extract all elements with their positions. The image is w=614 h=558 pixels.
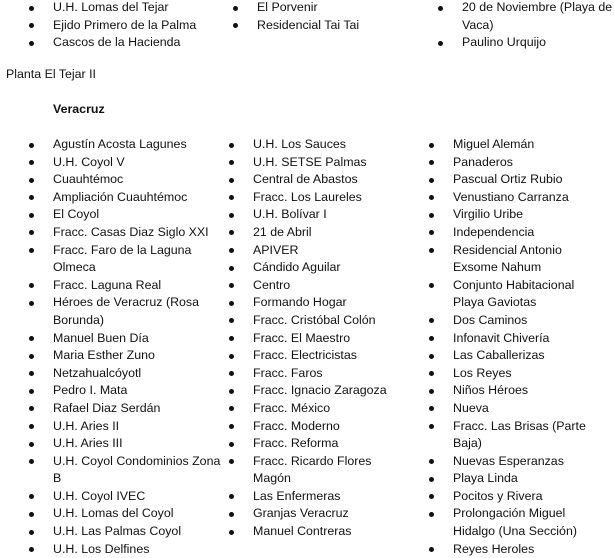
state-heading: Veracruz: [53, 102, 105, 116]
list-item: U.H. Las Palmas Coyol: [53, 523, 223, 541]
list-item: Centro: [253, 277, 403, 295]
list-item: Agustín Acosta Lagunes: [53, 136, 223, 154]
list-item: Independencia: [453, 224, 593, 242]
list-item: Residencial Antonio Exsome Nahum: [453, 242, 593, 277]
list-item: Nueva: [453, 400, 593, 418]
list-item: Los Reyes: [453, 365, 593, 383]
list-item: Nuevas Esperanzas: [453, 453, 593, 471]
list-item: APIVER: [253, 242, 403, 260]
list-item: Fracc. Laguna Real: [53, 277, 223, 295]
list-item: Cascos de la Hacienda: [53, 34, 233, 52]
list-item: Héroes de Veracruz (Rosa Borunda): [53, 294, 223, 329]
list-item: 20 de Noviembre (Playa de Vaca): [462, 0, 614, 34]
list-item: Fracc. Electricistas: [253, 347, 403, 365]
list-item: Maria Esther Zuno: [53, 347, 223, 365]
list-item: Pascual Ortiz Rubio: [453, 171, 593, 189]
main-list-col3: [453, 136, 593, 558]
list-item: Panaderos: [453, 154, 593, 172]
list-item: Netzahualcóyotl: [53, 365, 223, 383]
list-item: Ejido Primero de la Palma: [53, 17, 233, 35]
list-item: Pedro I. Mata: [53, 382, 223, 400]
plant-heading: Planta El Tejar II: [6, 67, 96, 81]
list-item: Rafael Diaz Serdán: [53, 400, 223, 418]
top-list-col1: [53, 0, 233, 52]
list-item: Miguel Alemán: [453, 136, 593, 154]
list-item: Fracc. Reforma: [253, 435, 403, 453]
list-item: Fracc. Faros: [253, 365, 403, 383]
list-item: U.H. Lomas del Coyol: [53, 505, 223, 523]
list-item: U.H. SETSE Palmas: [253, 154, 403, 172]
list-item: El Coyol: [53, 206, 223, 224]
list-item: Cuauhtémoc: [53, 171, 223, 189]
list-item: Fracc. México: [253, 400, 403, 418]
list-item: Las Caballerizas: [453, 347, 593, 365]
list-item: Formando Hogar: [253, 294, 403, 312]
list-item: Las Enfermeras: [253, 488, 403, 506]
list-item: U.H. Aries II: [53, 418, 223, 436]
list-item: Fracc. Las Brisas (Parte Baja): [453, 418, 593, 453]
list-item: U.H. Coyol IVEC: [53, 488, 223, 506]
list-item: Infonavit Chivería: [453, 330, 593, 348]
list-item: Venustiano Carranza: [453, 189, 593, 207]
list-item: 21 de Abril: [253, 224, 403, 242]
list-item: Fracc. Ricardo Flores Magón: [253, 453, 403, 488]
list-item: U.H. Los Delfines: [53, 541, 223, 558]
list-item: Fracc. El Maestro: [253, 330, 403, 348]
list-item: Fracc. Cristóbal Colón: [253, 312, 403, 330]
list-item: Paulino Urquijo: [462, 34, 614, 52]
list-item: Fracc. Faro de la Laguna Olmeca: [53, 242, 223, 277]
list-item: U.H. Coyol V: [53, 154, 223, 172]
list-item: U.H. Los Sauces: [253, 136, 403, 154]
list-item: Residencial Tai Tai: [257, 17, 427, 35]
list-item: Fracc. Casas Diaz Siglo XXI: [53, 224, 223, 242]
list-item: Conjunto Habitacional Playa Gaviotas: [453, 277, 593, 312]
list-item: Prolongación Miguel Hidalgo (Una Sección): [453, 505, 593, 540]
list-item: U.H. Aries III: [53, 435, 223, 453]
list-item: Manuel Contreras: [253, 523, 403, 541]
list-item: U.H. Coyol Condominios Zona B: [53, 453, 223, 488]
list-item: Playa Linda: [453, 470, 593, 488]
list-item: Fracc. Los Laureles: [253, 189, 403, 207]
top-list-col3: [462, 0, 614, 52]
list-item: Ampliación Cuauhtémoc: [53, 189, 223, 207]
list-item: Cándido Aguilar: [253, 259, 403, 277]
list-item: Pocitos y Rivera: [453, 488, 593, 506]
list-item: El Porvenir: [257, 0, 427, 17]
main-list-col1: [53, 136, 223, 558]
list-item: Central de Abastos: [253, 171, 403, 189]
main-list-col2: [253, 136, 403, 541]
list-item: Reyes Heroles: [453, 541, 593, 558]
top-list-col2: [257, 0, 427, 34]
list-item: Dos Caminos: [453, 312, 593, 330]
list-item: Virgilio Uribe: [453, 206, 593, 224]
list-item: Fracc. Moderno: [253, 418, 403, 436]
list-item: U.H. Lomas del Tejar: [53, 0, 233, 17]
list-item: Granjas Veracruz: [253, 505, 403, 523]
list-item: Niños Héroes: [453, 382, 593, 400]
list-item: U.H. Bolívar I: [253, 206, 403, 224]
list-item: Fracc. Ignacio Zaragoza: [253, 382, 403, 400]
list-item: Manuel Buen Día: [53, 330, 223, 348]
